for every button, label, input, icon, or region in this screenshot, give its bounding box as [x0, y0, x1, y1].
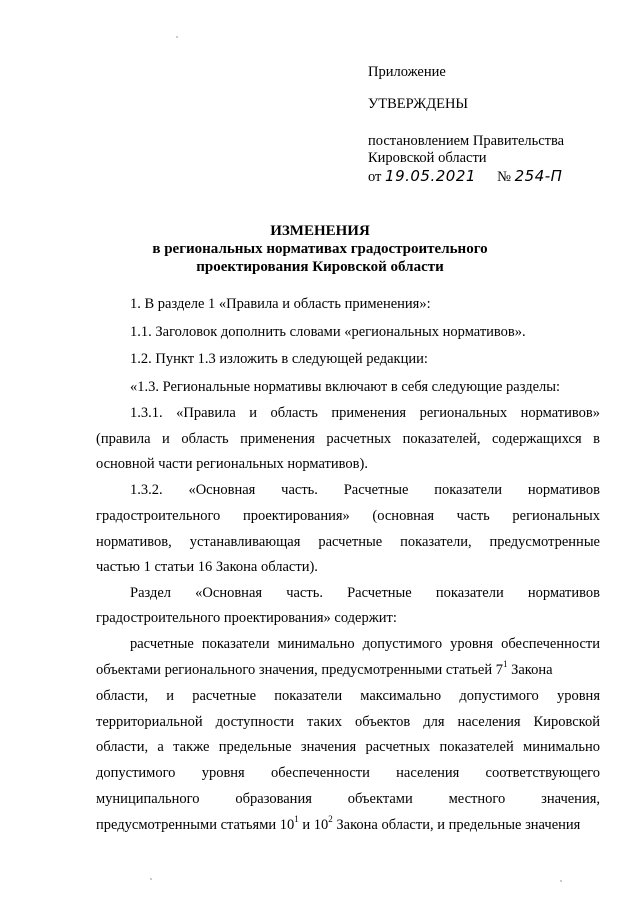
document-subtitle-line2: проектирования Кировской области [196, 259, 444, 275]
body-line: нормативов, устанавливающая расчетные показатели, предусмотренные [96, 534, 600, 550]
body-line: 1.3.1. «Правила и область применения региональных нормативов» [130, 405, 600, 421]
body-line: области, и расчетные показатели максимально допустимого уровня [96, 688, 600, 704]
document-subtitle-line1: в региональных нормативах градостроительного [152, 241, 488, 257]
number-prefix: № [497, 169, 512, 185]
body-line: «1.3. Региональные нормативы включают в себя следующие разделы: [130, 379, 561, 395]
approved-label: УТВЕРЖДЕНЫ [368, 96, 469, 112]
body-line: Раздел «Основная часть. Расчетные показатели нормативов [130, 585, 600, 601]
body-line: частью 1 статьи 16 Закона области). [96, 559, 318, 575]
superscript: 2 [328, 814, 333, 825]
scan-speck [560, 880, 562, 882]
date-prefix: от [368, 169, 382, 185]
body-text: предусмотренными статьями 10 [96, 817, 295, 833]
body-line: расчетные показатели минимально допустимого уровня обеспеченности [130, 636, 600, 652]
body-text: и 10 [298, 817, 329, 833]
body-line: градостроительного проектирования» содержит: [96, 610, 397, 626]
body-line: основной части региональных нормативов). [96, 456, 368, 472]
superscript: 1 [294, 814, 299, 825]
body-text: Закона [507, 662, 553, 678]
body-line: 1.1. Заголовок дополнить словами «региональных нормативов». [130, 324, 526, 340]
body-line: территориальной доступности таких объектов для населения Кировской [96, 714, 600, 730]
body-line: 1.3.2. «Основная часть. Расчетные показатели нормативов [130, 482, 600, 498]
body-line: муниципального образования объектами местного значения, [96, 791, 600, 807]
scan-speck [150, 878, 152, 880]
body-text: объектами регионального значения, предусмотренными статьей 7 [96, 662, 503, 678]
body-line [96, 814, 600, 834]
body-line: области, а также предельные значения расчетных показателей минимально [96, 739, 600, 755]
body-text: Закона области, и предельные значения [332, 817, 581, 833]
body-line: допустимого уровня обеспеченности населения соответствующего [96, 765, 600, 781]
resolution-line: постановлением Правительства [368, 133, 565, 149]
document-heading: ИЗМЕНЕНИЯ [270, 223, 370, 239]
region-line: Кировской области [368, 150, 487, 166]
handwritten-number: 254-П [514, 167, 563, 185]
body-line: 1. В разделе 1 «Правила и область применения»: [130, 296, 431, 312]
appendix-label: Приложение [368, 64, 446, 80]
date-number-line [368, 168, 562, 186]
handwritten-date: 19.05.2021 [385, 167, 476, 185]
body-line [96, 659, 600, 679]
body-line: 1.2. Пункт 1.3 изложить в следующей редакции: [130, 351, 428, 367]
body-line: (правила и область применения расчетных показателей, содержащихся в [96, 431, 600, 447]
scan-speck [176, 36, 178, 38]
superscript: 1 [502, 659, 508, 670]
body-line: градостроительного проектирования» (основная часть региональных [96, 508, 600, 524]
